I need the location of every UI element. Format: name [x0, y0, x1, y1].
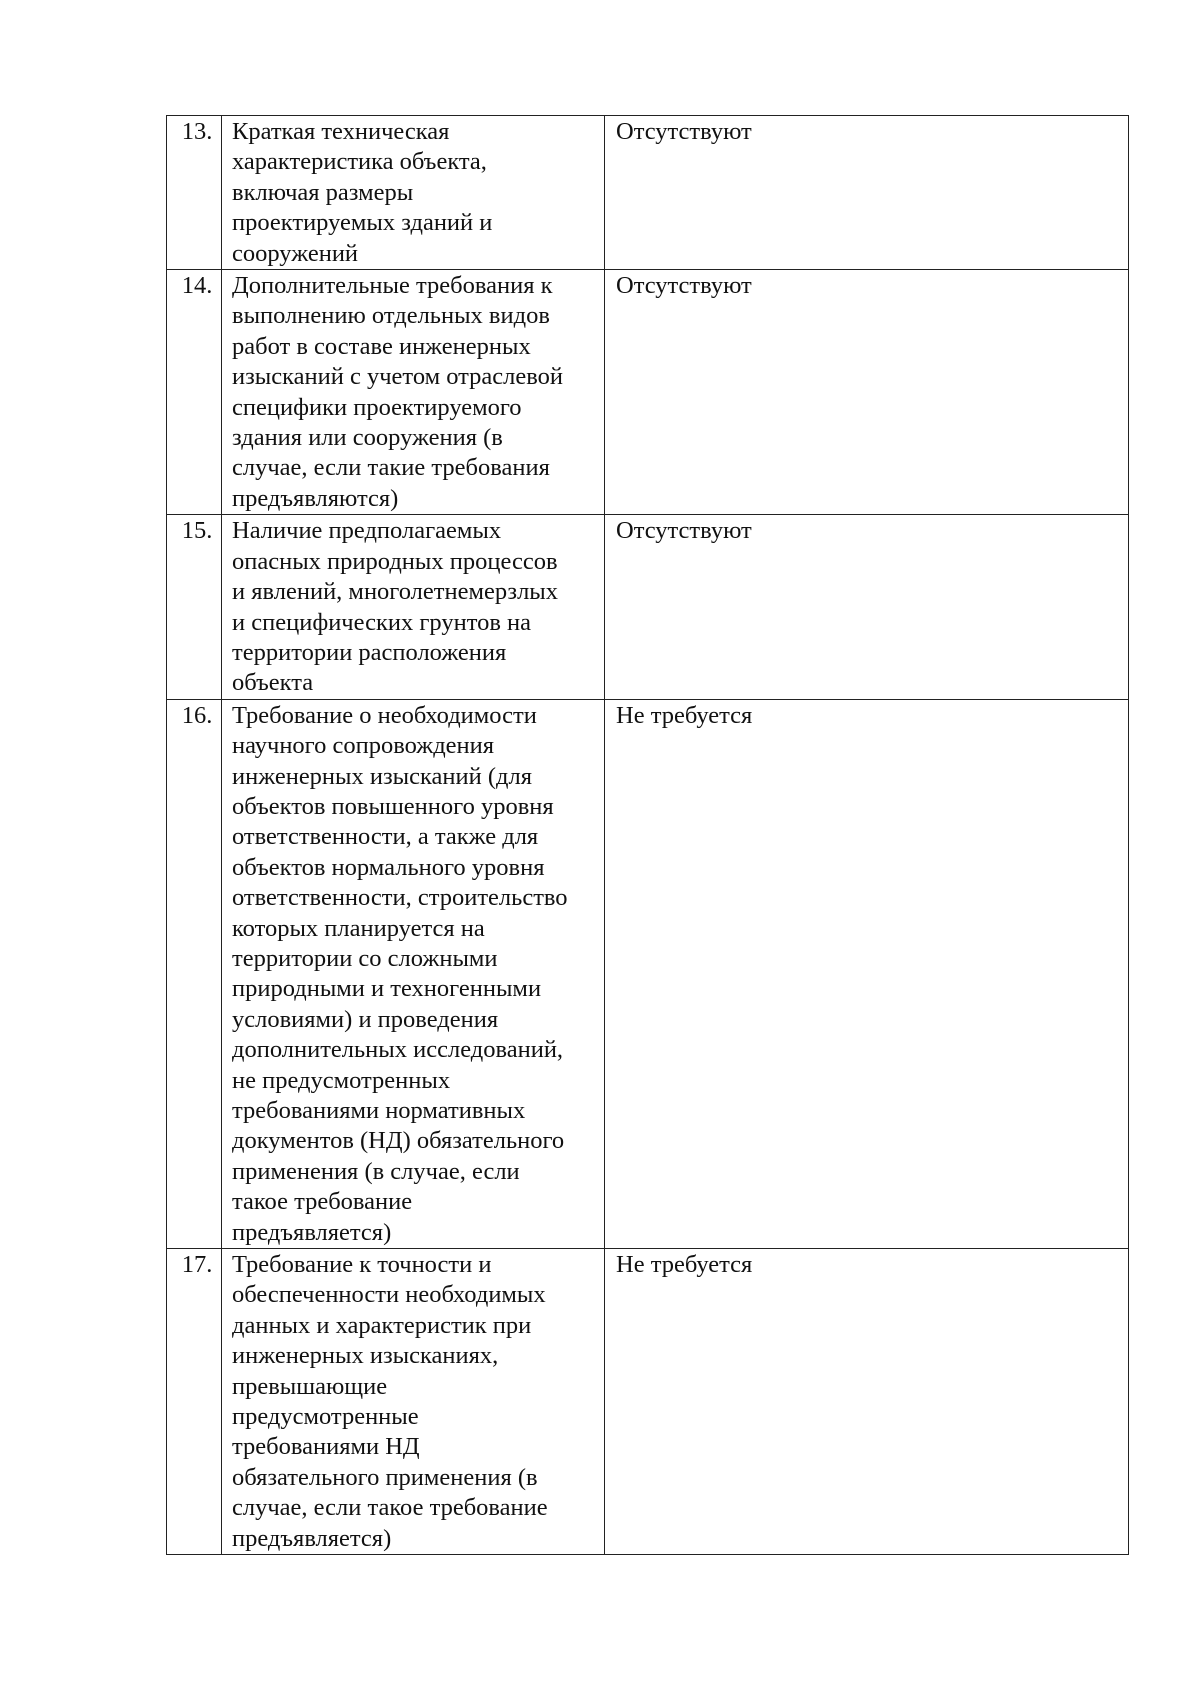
requirement-cell: [222, 515, 605, 699]
value-cell: [605, 270, 1129, 515]
value-cell: [605, 699, 1129, 1248]
requirement-cell: [222, 699, 605, 1248]
row-number-cell: [167, 1249, 222, 1555]
requirement-cell: [222, 1249, 605, 1555]
table-row: [167, 699, 1129, 1248]
table-row: [167, 1249, 1129, 1555]
value-text: Не требуется: [616, 1251, 753, 1279]
value-cell: [605, 116, 1129, 270]
requirement-text: Требование о необходимости научного сопровождения инженерных изысканий (для объектов повышенного уровня ответственности, а также для объектов нормального уровня ответственности, строительство которых планируется на территории со сложными природными и техногенными условиями) и проведения дополнительных исследований, не предусмотренных требованиями нормативных документов (НД) обязательного применения (в случае, если такое требование предъявляется): [232, 701, 568, 1246]
value-text: Отсутствуют: [616, 517, 752, 545]
table-row: [167, 515, 1129, 699]
requirement-text: Дополнительные требования к выполнению отдельных видов работ в составе инженерных изысканий с учетом отраслевой специфики проектируемого здания или сооружения (в случае, если такие требования предъявляются): [232, 272, 564, 512]
value-text: Отсутствуют: [616, 272, 752, 300]
row-number-cell: [167, 116, 222, 270]
row-number: 17.: [181, 1251, 213, 1279]
requirement-cell: [222, 270, 605, 515]
row-number-cell: [167, 699, 222, 1248]
requirement-text: Наличие предполагаемых опасных природных процессов и явлений, многолетнемерзлых и специфических грунтов на территории расположения объекта: [232, 517, 559, 697]
row-number: 13.: [181, 118, 213, 145]
row-number: 15.: [181, 517, 213, 545]
value-cell: [605, 1249, 1129, 1555]
row-number-cell: [167, 270, 222, 515]
value-text: Не требуется: [616, 701, 753, 729]
requirement-text: Требование к точности и обеспеченности необходимых данных и характеристик при инженерных изысканиях, превышающие предусмотренные требованиями НД обязательного применения (в случае, если такое требование предъявляется): [232, 1251, 548, 1552]
row-number: 14.: [181, 272, 213, 300]
value-text: Отсутствуют: [616, 118, 752, 145]
table-row: [167, 270, 1129, 515]
requirements-table: [166, 115, 1129, 1555]
value-cell: [605, 515, 1129, 699]
requirement-text: Краткая техническая характеристика объекта, включая размеры проектируемых зданий и сооружений: [232, 118, 493, 267]
row-number: 16.: [181, 701, 213, 729]
table-row: [167, 116, 1129, 270]
row-number-cell: [167, 515, 222, 699]
requirement-cell: [222, 116, 605, 270]
